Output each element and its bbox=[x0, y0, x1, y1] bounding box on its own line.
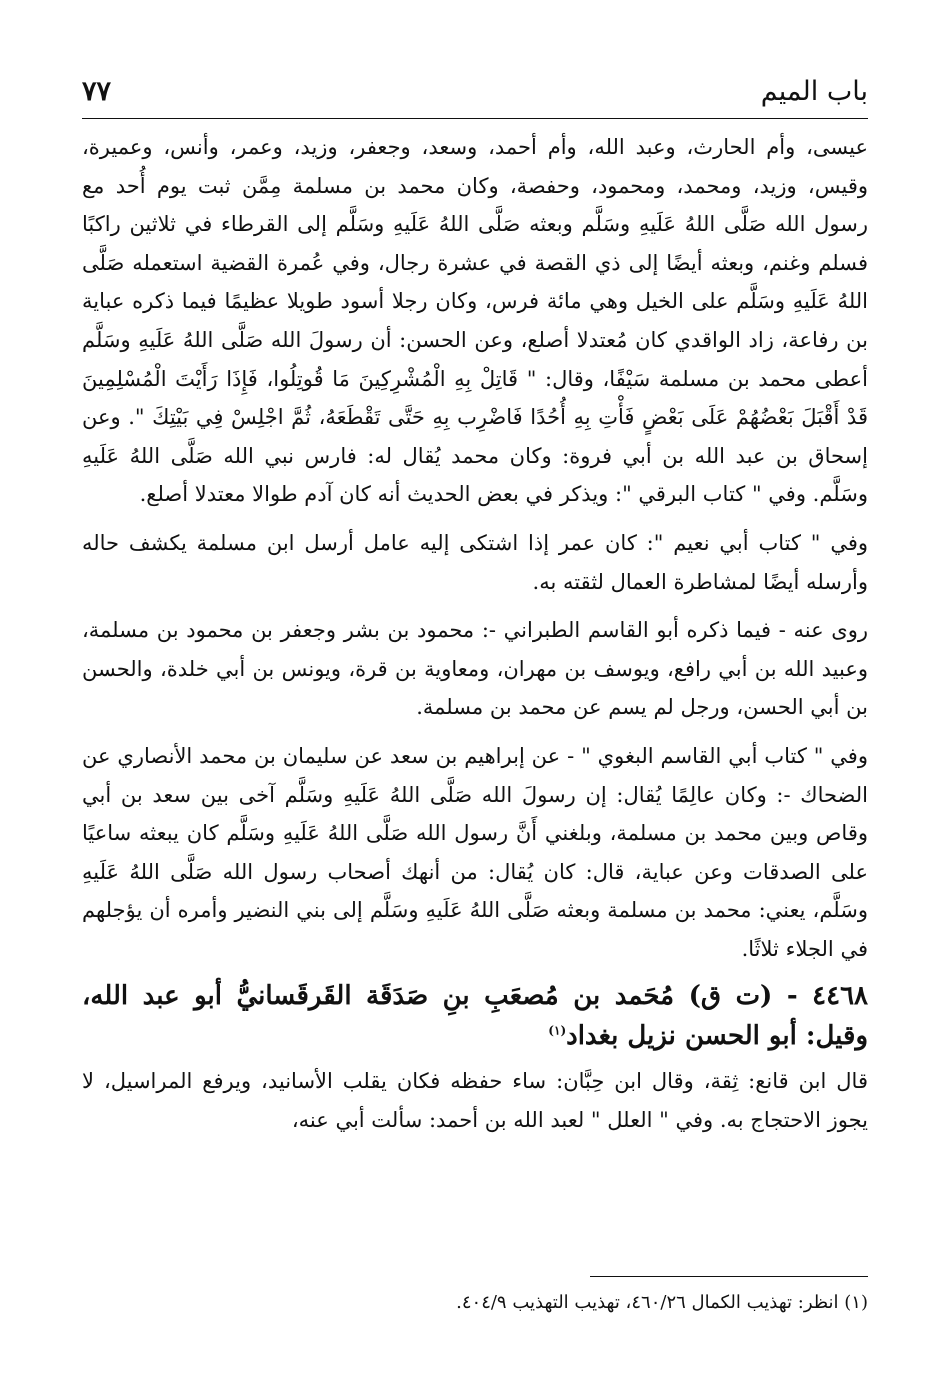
paragraph-1: عيسى، وأم الحارث، وعبد الله، وأم أحمد، وسعد، وجعفر، وزيد، وعمر، وأنس، وعميرة، وقيس، وزيد، ومحمد، ومحمود، وحفصة، وكان محمد بن مسلمة مِمَّن ثبت يوم أُحد مع رسول الله صَلَّى اللهُ عَلَيهِ وسَلَّم وبعثه صَلَّى اللهُ عَلَيهِ وسَلَّم إلى القرطاء في ثلاثين راكبًا فسلم وغنم، وبعثه أيضًا إلى ذي القصة في عشرة رجال، وفي عُمرة القضية استعمله صَلَّى اللهُ عَلَيهِ وسَلَّم على الخيل وهي مائة فرس، وكان رجلا أسود طويلا عظيمًا فيما ذكره عباية بن رفاعة، زاد الواقدي كان مُعتدلا أصلع، وعن الحسن: أن رسولَ الله صَلَّى اللهُ عَلَيهِ وسَلَّم أعطى محمد بن مسلمة سَيْفًا، وقال: " قَاتِلْ بِهِ الْمُشْرِكِينَ مَا قُوتِلُوا، فَإِذَا رَأَيْتَ الْمُسْلِمِينَ قَدْ أَقْبَلَ بَعْضُهُمْ عَلَى بَعْضٍ فَأْتِ بِهِ أُحُدًا فَاضْرِب بِهِ حَتَّى تَقْطَعَهُ، ثُمَّ اجْلِسْ فِي بَيْتِكَ ". وعن إسحاق بن عبد الله بن أبي فروة: وكان محمد يُقال له: فارس نبي الله صَلَّى اللهُ عَلَيهِ وسَلَّم. وفي " كتاب البرقي ": ويذكر في بعض الحديث أنه كان آدم طوالا معتدلا أصلع. bbox=[82, 135, 868, 507]
chapter-title: باب الميم bbox=[760, 76, 868, 107]
entry-title: - (ت ق) مُحَمد بن مُصعَبِ بنِ صَدَقَة القَرقَسانيُّ أبو عبد الله، وقيل: أبو الحسن نزيل بغداد bbox=[82, 981, 868, 1052]
entry-heading bbox=[82, 976, 868, 1056]
paragraph-5: قال ابن قانع: ثِقة، وقال ابن حِبَّان: ساء حفظه فكان يقلب الأسانيد، ويرفع المراسيل، لا يجوز الاحتجاج به. وفي " العلل " لعبد الله بن أحمد: سألت أبي عنه، bbox=[82, 1069, 868, 1133]
paragraph-3: روى عنه - فيما ذكره أبو القاسم الطبراني -: محمود بن بشر وجعفر بن محمود بن مسلمة، وعبيد الله بن أبي رافع، ويوسف بن مهران، ومعاوية بن قرة، ويونس بن أبي خلدة، والحسن بن أبي الحسن، ورجل لم يسم عن محمد بن مسلمة. bbox=[82, 618, 868, 720]
entry-number: ٤٤٦٨ bbox=[812, 981, 868, 1012]
main-text bbox=[82, 128, 868, 1140]
footnote-reference: (١) bbox=[548, 1023, 567, 1038]
footnote-divider bbox=[590, 1276, 868, 1277]
page-number: ٧٧ bbox=[82, 76, 112, 107]
paragraph-4: وفي " كتاب أبي القاسم البغوي " - عن إبراهيم بن سعد عن سليمان بن محمد الأنصاري عن الضحاك -: وكان عالِمًا يُقال: إن رسولَ الله صَلَّى اللهُ عَلَيهِ وسَلَّم آخى بين سعد بن أبي وقاص وبين محمد بن مسلمة، وبلغني أَنَّ رسول الله صَلَّى اللهُ عَلَيهِ وسَلَّم كان يبعثه ساعيًا على الصدقات وعن عباية، قال: كان يُقال: من أنهك أصحاب رسول الله صَلَّى اللهُ عَلَيهِ وسَلَّم، يعني: محمد بن مسلمة وبعثه صَلَّى اللهُ عَلَيهِ وسَلَّم إلى بني النضير وأمره أن يؤجلهم في الجلاء ثلاثًا. bbox=[82, 743, 868, 961]
paragraph-2: وفي " كتاب أبي نعيم ": كان عمر إذا اشتكى إليه عامل أرسل ابن مسلمة يكشف حاله وأرسله أيضًا لمشاطرة العمال لثقته به. bbox=[82, 530, 868, 594]
footnote: (١) انظر: تهذيب الكمال ٤٦٠/٢٦، تهذيب التهذيب ٤٠٤/٩. bbox=[456, 1292, 868, 1313]
page-header bbox=[82, 74, 868, 114]
header-divider bbox=[82, 118, 868, 119]
